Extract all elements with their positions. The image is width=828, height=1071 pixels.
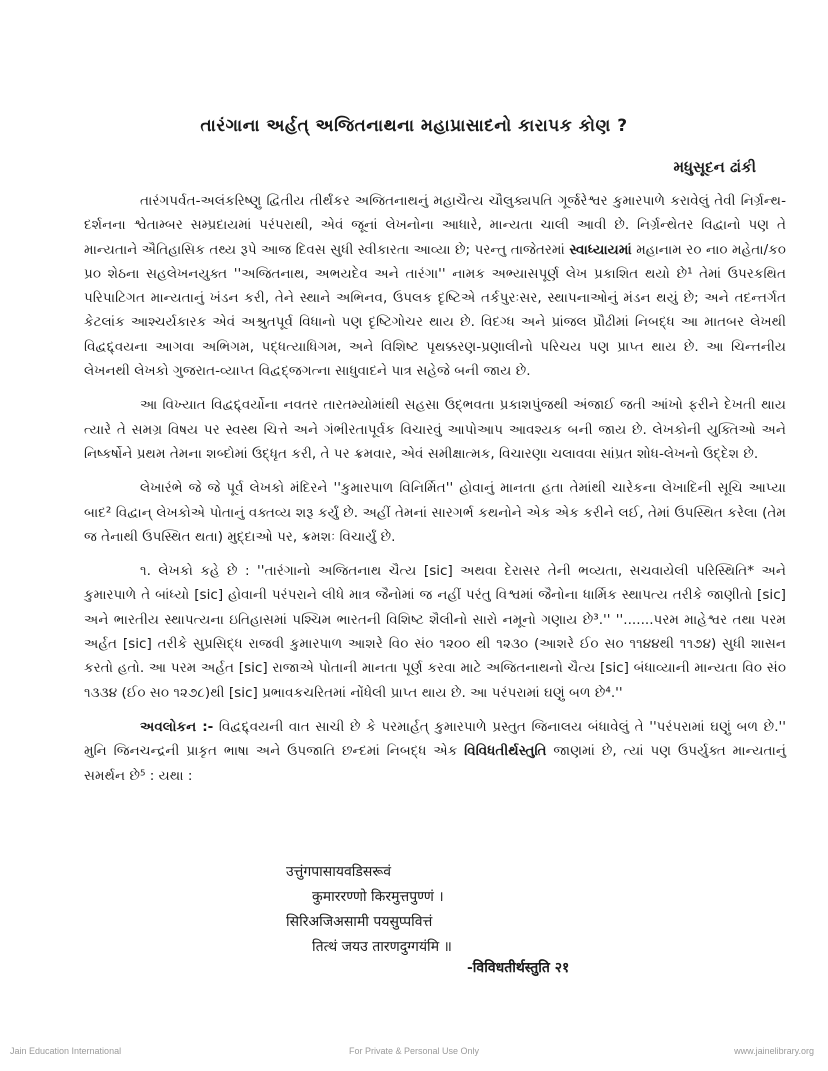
article-body xyxy=(84,189,786,798)
paragraph-text: જાણમાં છે, ત્યાં પણ ઉપર્યુક્ત માન્યતાનું સમર્થન છે⁵ : યથા : xyxy=(84,743,786,784)
footer-website-link[interactable]: www.jainelibrary.org xyxy=(734,1046,814,1056)
paragraph-observation xyxy=(84,715,786,788)
paragraph-method xyxy=(84,476,786,549)
article-title: તારંગાના અર્હત્ અજિતનાથના મહાપ્રાસાદનો કારાપક કોણ ? xyxy=(200,116,628,136)
paragraph-purpose xyxy=(84,393,786,466)
paragraph-text: લેખારંભે જે જે પૂર્વ લેખકો મંદિરને ''કુમારપાળ વિનિર્મિત'' હોવાનું માનતા હતા તેમાંથી ચારેકના લેખાદિની સૂચિ આપ્યા બાદ² વિદ્વાન્ લેખકોએ પોતાનું વક્તવ્ય શરૂ કર્યું છે. અહીં તેમનાં સારગર્ભ કથનોને એક એક કરીને લઈ, તેમાં ઉપસ્થિત કરેલા (તેમ જ તેનાથી ઉપસ્થિત થતા) મુદ્દાઓ પર, ક્રમશઃ વિચાર્યું છે. xyxy=(84,480,786,545)
work-title: વિવિધતીર્થસ્તુતિ xyxy=(464,743,547,760)
paragraph-intro xyxy=(84,189,786,383)
paragraph-text: મહાનામ ર૦ ના૦ મહેતા/ક૦ પ્ર૦ શેઠના સહલેખનયુક્ત ''અજિતનાથ, અભયદેવ અને તારંગા'' નામક અભ્યાસપૂર્ણ લેખ પ્રકાશિત થયો છે¹ તેમાં ઉપરકથિત પરિપાટિગત માન્યતાનું ખંડન કરી, તેને સ્થાને અભિનવ, ઉપલક દૃષ્ટિએ તર્કપુરઃસર, સ્થાપનાઓનું મંડન થયું છે; અને તદન્તર્ગત કેટલાંક આશ્ચર્યકારક એવં અશ્રુતપૂર્વ વિધાનો પણ દૃષ્ટિગોચર થાય છે. વિદગ્ધ અને પ્રાંજલ પ્રૌઢીમાં નિબદ્ધ આ માતબર લેખથી વિદ્વદ્દ્વયના આગવા અભિગમ, પદ્ધત્યાધિગમ, અને વિશિષ્ટ પૃથક્કરણ-પ્રણાલીનો પરિચય પણ પ્રાપ્ત થાય છે. આ ચિન્તનીય લેખનથી લેખકો ગુજરાત-વ્યાપ્ત વિદ્વદ્જગત્ના સાધુવાદને પાત્ર સહેજે બની જાય છે. xyxy=(84,241,786,380)
paragraph-point-1 xyxy=(84,559,786,705)
footer-usage-note: For Private & Personal Use Only xyxy=(348,1046,480,1056)
footer-publisher: Jain Education International xyxy=(10,1046,122,1056)
paragraph-text: તારંગપર્વત-અલંકરિષ્ણુ દ્વિતીય તીર્થંકર અજિતનાથનું મહાચૈત્ય ચૌલુક્યપતિ ગૂર્જરેશ્વર કુમારપાળે કરાવેલું તેવી નિર્ગ્રન્થ-દર્શનના શ્વેતામ્બર સમ્પ્રદાયમાં પરંપરાથી, એવં જૂનાં લેખનોના આધારે, માન્યતા ચાલી આવી છે. નિર્ગ્રન્થેતર વિદ્વાનો પણ તે માન્યતાને ઐતિહાસિક તથ્ય રૂપે આજ દિવસ સુધી સ્વીકારતા આવ્યા છે; પરન્તુ તાજેતરમાં xyxy=(84,193,786,258)
verse-line: कुमाररण्णो किरमुत्तपुण्णं । xyxy=(312,889,444,905)
paragraph-text: આ વિખ્યાત વિદ્વદ્દ્વર્યોના નવતર તારતમ્યોમાંથી સહસા ઉદ્ભવતા પ્રકાશપુંજથી અંજાઈ જતી આંખો ફરીને દેખતી થાય ત્યારે તે સમગ્ર વિષય પર સ્વસ્થ ચિત્તે અને ગંભીરતાપૂર્વક વિચારવું આપોઆપ આવશ્યક બની જાય છે. લેખકોની યુક્તિઓ અને નિષ્કર્ષોને પ્રથમ તેમના શબ્દોમાં ઉદ્ધૃત કરી, તે પર ક્રમવાર, એવં સમીક્ષાત્મક, વિચારણા ચલાવવા સાંપ્રત શોધ-લેખનો ઉદ્દેશ છે. xyxy=(84,397,786,462)
author-name: મધુસૂદન ઢાંકી xyxy=(673,158,756,176)
observation-label: અવલોકન :- xyxy=(140,718,214,735)
verse-source: -विविधतीर्थस्तुति २१ xyxy=(467,960,570,976)
verse-line: सिरिअजिअसामी पयसुप्पवित्तं xyxy=(286,914,433,930)
verse-line: उत्तुंगपासायवडिसरूवं xyxy=(286,864,392,880)
journal-name: સ્વાધ્યાયમાં xyxy=(569,241,632,258)
prakrit-verse xyxy=(286,860,452,960)
verse-line: तित्थं जयउ तारणदुग्गयंमि ॥ xyxy=(312,939,452,955)
paragraph-text: વિદ્વદ્દ્વયની વાત સાચી છે કે પરમાર્હત્ કુમારપાળે પ્રસ્તુત જિનાલય બંધાવેલું તે ''પરંપરામાં ઘણું બળ છે.'' મુનિ જિનચન્દ્રની પ્રાકૃત ભાષા અને ઉપજાતિ છન્દમાં નિબદ્ધ એક xyxy=(84,718,786,760)
paragraph-text: ૧. લેખકો કહે છે : ''તારંગાનો અજિતનાથ ચૈત્ય [sic] અથવા દેરાસર તેની ભવ્યતા, સચવાયેલી પરિસ્થિતિ* અને કુમારપાળે તે બાંધ્યો [sic] હોવાની પરંપરાને લીધે માત્ર જૈનોમાં જ નહીં પરંતુ વિશ્વમાં જૈનોના ધાર્મિક સ્થાપત્ય તરીકે જાણીતો [sic] અને ભારતીય સ્થાપત્યના ઇતિહાસમાં પશ્ચિમ ભારતની વિશિષ્ટ શૈલીનો સારો નમૂનો ગણાય છે³.'' ''.......પરમ માહેશ્વર તથા પરમ અર્હત [sic] તરીકે સુપ્રસિદ્ધ રાજવી કુમારપાળ આશરે વિ૦ સં૦ ૧૨૦૦ થી ૧૨૩૦ (આશરે ઈ૦ સ૦ ૧૧૪૪થી ૧૧૭૪) સુધી શાસન કરતો હતો. આ પરમ અર્હત [sic] રાજાએ પોતાની માનતા પૂર્ણ કરવા માટે અજિતનાથનો ચૈત્ય [sic] બંધાવ્યાની માન્યતા વિ૦ સં૦ ૧૩૩૪ (ઈ૦ સ૦ ૧૨૭૮)થી [sic] પ્રભાવકચરિતમાં નોંધેલી પ્રાપ્ત થાય છે. આ પરંપરામાં ઘણું બળ છે⁴.'' xyxy=(84,563,786,701)
